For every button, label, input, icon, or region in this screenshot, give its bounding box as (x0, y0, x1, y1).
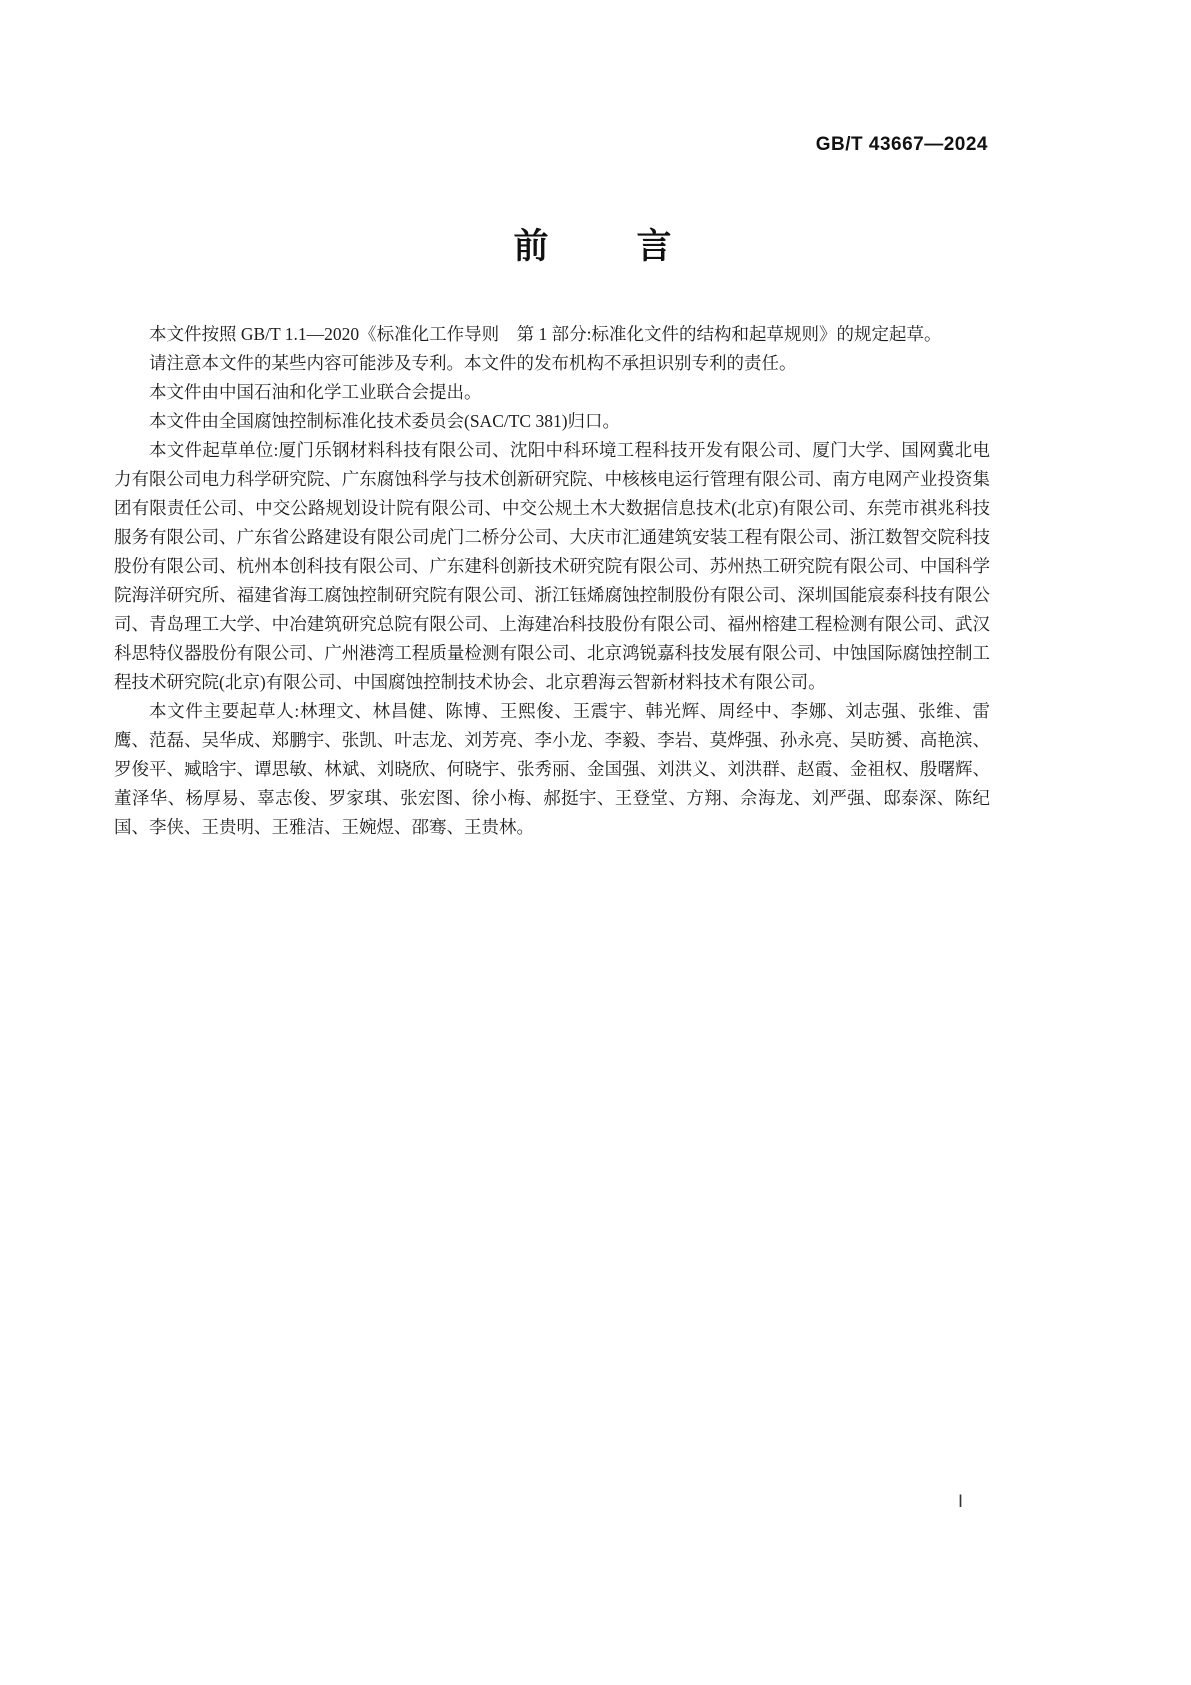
page-title: 前 言 (513, 227, 678, 266)
para-centralized-by: 本文件由全国腐蚀控制标准化技术委员会(SAC/TC 381)归口。 (149, 411, 621, 431)
para-patent-notice: 请注意本文件的某些内容可能涉及专利。本文件的发布机构不承担识别专利的责任。 (149, 353, 797, 373)
standard-number: GB/T 43667—2024 (815, 134, 988, 155)
para-drafting-basis: 本文件按照 GB/T 1.1—2020《标准化工作导则 第 1 部分:标准化文件的结构和起草规则》的规定起草。 (149, 324, 942, 344)
para-drafting-organizations: 本文件起草单位:厦门乐钢材料科技有限公司、沈阳中科环境工程科技开发有限公司、厦门大学、国网冀北电力有限公司电力科学研究院、广东腐蚀科学与技术创新研究院、中核核电运行管理有限公司、南方电网产业投资集团有限责任公司、中交公路规划设计院有限公司、中交公规土木大数据信息技术(北京)有限公司、东莞市祺兆科技服务有限公司、广东省公路建设有限公司虎门二桥分公司、大庆市汇通建筑安装工程有限公司、浙江数智交院科技股份有限公司、杭州本创科技有限公司、广东建科创新技术研究院有限公司、苏州热工研究院有限公司、中国科学院海洋研究所、福建省海工腐蚀控制研究院有限公司、浙江钰烯腐蚀控制股份有限公司、深圳国能宸泰科技有限公司、青岛理工大学、中冶建筑研究总院有限公司、上海建冶科技股份有限公司、福州榕建工程检测有限公司、武汉科思特仪器股份有限公司、广州港湾工程质量检测有限公司、北京鸿锐嘉科技发展有限公司、中蚀国际腐蚀控制工程技术研究院(北京)有限公司、中国腐蚀控制技术协会、北京碧海云智新材料技术有限公司。 (114, 440, 990, 692)
page-number: Ⅰ (957, 1492, 963, 1511)
para-proposer: 本文件由中国石油和化学工业联合会提出。 (149, 382, 482, 402)
para-main-drafters: 本文件主要起草人:林理文、林昌健、陈博、王熙俊、王震宇、韩光辉、周经中、李娜、刘志强、张维、雷鹰、范磊、吴华成、郑鹏宇、张凯、叶志龙、刘芳亮、李小龙、李毅、李岩、莫烨强、孙永亮、吴昉赟、高艳滨、罗俊平、臧晗宇、谭思敏、林斌、刘晓欣、何晓宇、张秀丽、金国强、刘洪义、刘洪群、赵霞、金祖权、殷曙辉、董泽华、杨厚易、辜志俊、罗家琪、张宏图、徐小梅、郝挺宇、王登堂、方翔、佘海龙、刘严强、邸泰深、陈纪国、李侠、王贵明、王雅洁、王婉煜、邵骞、王贵林。 (114, 701, 990, 837)
document-body (114, 320, 990, 842)
